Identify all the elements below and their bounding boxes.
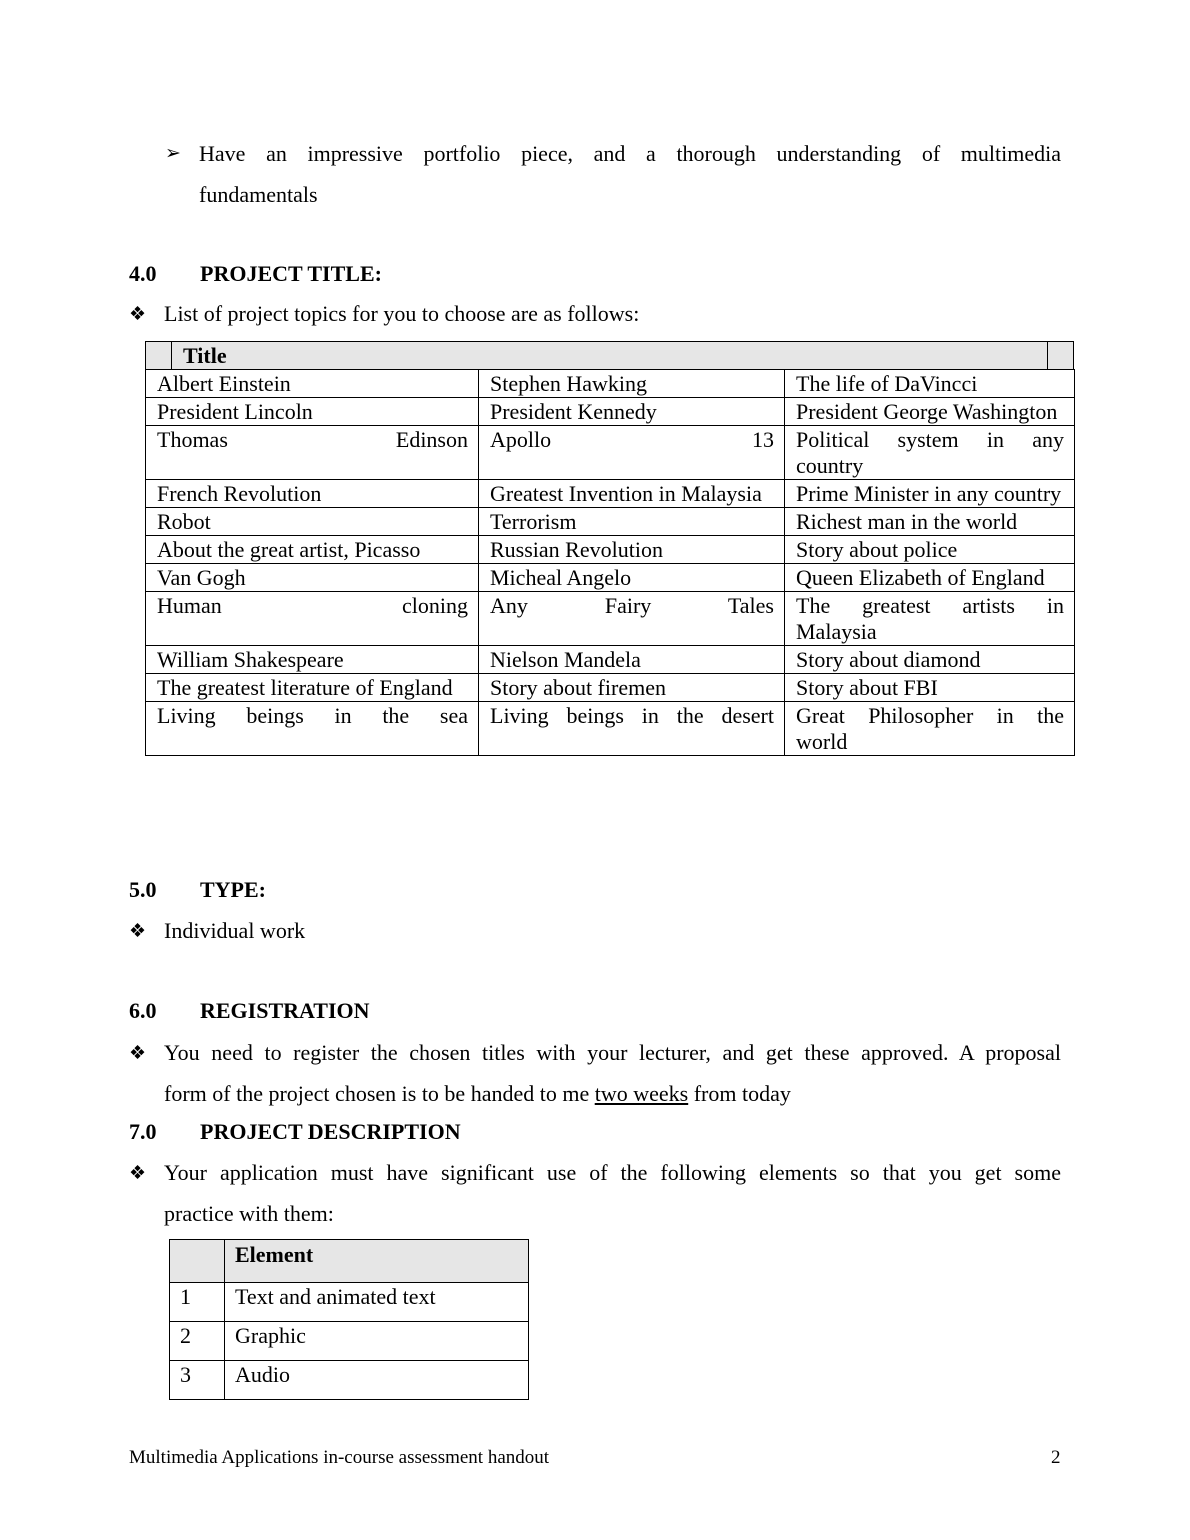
section-number: 5.0	[129, 877, 157, 902]
table-row	[146, 646, 1075, 674]
topic-cell: Story about firemen	[479, 674, 785, 702]
topic-cell: William Shakespeare	[146, 646, 479, 674]
topic-cell: Terrorism	[479, 508, 785, 536]
section-number: 4.0	[129, 261, 157, 286]
topic-cell: Robot	[146, 508, 479, 536]
element-name: Graphic	[225, 1322, 529, 1361]
section-title: TYPE:	[200, 877, 266, 902]
section-number: 6.0	[129, 998, 157, 1023]
topic-cell: Story about police	[785, 536, 1075, 564]
footer-title: Multimedia Applications in-course assessment handout	[129, 1447, 550, 1468]
table-row	[146, 592, 1075, 646]
topic-cell: Van Gogh	[146, 564, 479, 592]
element-num: 3	[170, 1361, 225, 1400]
section-number: 7.0	[129, 1119, 157, 1144]
section-4-heading	[129, 261, 629, 289]
diamond-bullet-icon: ❖	[129, 921, 147, 942]
s6-line2-underlined: two weeks	[594, 1081, 689, 1106]
topic-cell: Story about diamond	[785, 646, 1075, 674]
s6-bullet-line2	[164, 1073, 791, 1114]
elements-table-header-row	[170, 1240, 529, 1283]
topics-table-header	[145, 341, 1074, 369]
s7-bullet-line2: practice with them:	[164, 1201, 334, 1226]
topic-cell: Russian Revolution	[479, 536, 785, 564]
topic-cell: Living beings in the desert	[479, 702, 785, 756]
element-name: Audio	[225, 1361, 529, 1400]
topic-cell: About the great artist, Picasso	[146, 536, 479, 564]
topic-cell: President George Washington	[785, 398, 1075, 426]
topic-cell: Living beings in the sea	[146, 702, 479, 756]
table-row	[146, 536, 1075, 564]
s6-line2-pre: form of the project chosen is to be handed to me	[164, 1081, 595, 1106]
topic-cell: Micheal Angelo	[479, 564, 785, 592]
table-row	[146, 674, 1075, 702]
topic-cell: The greatest artists in Malaysia	[785, 592, 1075, 646]
elements-header-label: Element	[225, 1240, 529, 1283]
section-title: REGISTRATION	[200, 998, 370, 1023]
section-6-heading	[129, 998, 629, 1026]
table-row	[146, 426, 1075, 480]
topic-cell: Human cloning	[146, 592, 479, 646]
section-7-heading	[129, 1119, 629, 1147]
table-row	[170, 1322, 529, 1361]
topic-cell: Any Fairy Tales	[479, 592, 785, 646]
elements-header-num-cell	[170, 1240, 225, 1283]
intro-bullet-line1: Have an impressive portfolio piece, and a thorough understanding of multimedia	[199, 141, 1061, 166]
diamond-bullet-icon: ❖	[129, 304, 147, 325]
topic-cell: Story about FBI	[785, 674, 1075, 702]
s7-bullet-line1: Your application must have significant use of the following elements so that you get some	[164, 1160, 1061, 1185]
topic-cell: Thomas Edinson	[146, 426, 479, 480]
s5-bullet-text: Individual work	[164, 918, 306, 943]
topic-cell: Stephen Hawking	[479, 370, 785, 398]
topic-cell: Greatest Invention in Malaysia	[479, 480, 785, 508]
topic-cell: Richest man in the world	[785, 508, 1075, 536]
header-right-cell	[1047, 342, 1073, 369]
table-row	[146, 702, 1075, 756]
header-left-cell	[146, 342, 172, 369]
topic-cell: Apollo 13	[479, 426, 785, 480]
section-title: PROJECT DESCRIPTION	[200, 1119, 461, 1144]
topic-cell: The life of DaVincci	[785, 370, 1075, 398]
table-row	[170, 1361, 529, 1400]
table-row	[146, 508, 1075, 536]
topic-cell: President Kennedy	[479, 398, 785, 426]
topic-cell: French Revolution	[146, 480, 479, 508]
s6-bullet-line1: You need to register the chosen titles with your lecturer, and get these approved. A proposal	[164, 1040, 1061, 1065]
arrow-bullet-icon: ➢	[165, 143, 181, 164]
diamond-bullet-icon: ❖	[129, 1043, 147, 1064]
table-row	[146, 398, 1075, 426]
topics-table-header-label: Title	[183, 343, 227, 368]
topic-cell: Political system in any country	[785, 426, 1075, 480]
topic-cell: Queen Elizabeth of England	[785, 564, 1075, 592]
element-num: 1	[170, 1283, 225, 1322]
page-number: 2	[1051, 1447, 1061, 1468]
section-5-heading	[129, 877, 629, 905]
topic-cell: Prime Minister in any country	[785, 480, 1075, 508]
table-row	[146, 480, 1075, 508]
topics-table	[145, 369, 1075, 756]
elements-table	[169, 1239, 529, 1400]
table-row	[146, 564, 1075, 592]
element-num: 2	[170, 1322, 225, 1361]
topic-cell: Nielson Mandela	[479, 646, 785, 674]
element-name: Text and animated text	[225, 1283, 529, 1322]
s4-bullet-text: List of project topics for you to choose are as follows:	[164, 301, 640, 326]
intro-bullet-line2: fundamentals	[199, 182, 318, 207]
s6-line2-post: from today	[688, 1081, 791, 1106]
table-row	[146, 370, 1075, 398]
topic-cell: Albert Einstein	[146, 370, 479, 398]
topic-cell: President Lincoln	[146, 398, 479, 426]
topic-cell: Great Philosopher in the world	[785, 702, 1075, 756]
topic-cell: The greatest literature of England	[146, 674, 479, 702]
section-title: PROJECT TITLE:	[200, 261, 382, 286]
table-row	[170, 1283, 529, 1322]
diamond-bullet-icon: ❖	[129, 1163, 147, 1184]
